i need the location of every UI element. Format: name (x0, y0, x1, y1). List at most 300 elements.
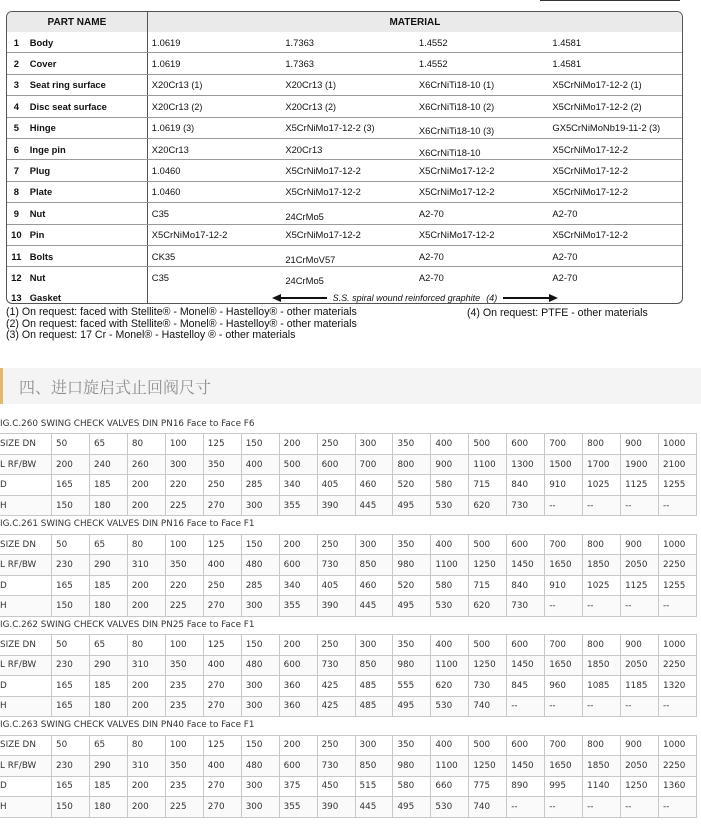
row-number: 9 (7, 203, 26, 224)
dimension-cell: 390 (317, 495, 355, 516)
dimension-cell: 1250 (621, 776, 659, 797)
material-header: MATERIAL (147, 12, 682, 32)
row-number: 1 (7, 32, 26, 53)
material-cell (415, 181, 549, 202)
part-name: Nut (26, 203, 148, 224)
material-cell (147, 181, 281, 202)
material-row (7, 245, 682, 266)
dimension-cell: 600 (507, 534, 545, 555)
dimension-row (0, 635, 697, 656)
part-name: Seat ring surface (26, 74, 148, 95)
dimension-cell: 225 (165, 797, 203, 818)
dimension-cell: 200 (127, 676, 165, 697)
dimension-cell: 405 (317, 575, 355, 596)
dimension-cell: 350 (393, 635, 431, 656)
material-value: X20Cr13 (285, 100, 323, 112)
dimension-cell: 1850 (583, 555, 621, 576)
dimension-cell: 285 (241, 575, 279, 596)
dimension-cell: 1500 (545, 454, 583, 475)
material-value: X6CrNiTi18-10 (418, 79, 481, 91)
part-name: Nut (26, 267, 148, 288)
dimension-cell: 580 (431, 475, 469, 496)
material-value: X5CrNiMo17-12-2 (151, 229, 228, 241)
material-cell (415, 138, 549, 159)
material-cell (281, 267, 415, 288)
dimension-table-title: IG.C.261 SWING CHECK VALVES DIN PN16 Face to Face F1 (0, 519, 255, 530)
dimension-cell: 230 (52, 655, 90, 676)
arrow-left-icon (272, 294, 327, 302)
dimension-cell: 980 (393, 655, 431, 676)
dimension-cell: 125 (203, 735, 241, 756)
dimension-cell: 480 (241, 555, 279, 576)
material-footnote: (1) (483, 80, 495, 91)
materials-table (6, 11, 683, 304)
dimension-cell: 290 (89, 655, 127, 676)
dimension-cell: 530 (431, 596, 469, 617)
dimension-cell: 65 (89, 635, 127, 656)
dimension-cell: 360 (279, 676, 317, 697)
dimension-cell: 1100 (431, 756, 469, 777)
dimension-cell: 200 (127, 495, 165, 516)
dimension-cell: 355 (279, 797, 317, 818)
dimension-cell: 980 (393, 555, 431, 576)
dimension-cell: 235 (165, 696, 203, 717)
dimension-cell: 100 (165, 735, 203, 756)
gasket-row (7, 288, 682, 304)
dimension-table-title: IG.C.262 SWING CHECK VALVES DIN PN25 Face to Face F1 (0, 619, 255, 630)
dimension-cell: -- (621, 495, 659, 516)
dimension-cell: 715 (469, 475, 507, 496)
dimension-cell: 150 (241, 434, 279, 455)
material-cell (281, 181, 415, 202)
dimension-cell: 660 (431, 776, 469, 797)
dimension-cell: 405 (317, 475, 355, 496)
dimension-cell: 80 (127, 735, 165, 756)
row-label: L RF/BW (0, 454, 52, 475)
dimension-cell: -- (545, 797, 583, 818)
row-label: SIZE DN (0, 434, 52, 455)
material-cell (415, 224, 549, 245)
row-label: D (0, 776, 52, 797)
dimension-cell: 240 (89, 454, 127, 475)
dimension-cell: 350 (165, 756, 203, 777)
dimension-cell: 1255 (659, 575, 697, 596)
dimension-cell: 1000 (659, 735, 697, 756)
dimension-cell: 65 (89, 534, 127, 555)
part-name: Plate (26, 181, 148, 202)
dimension-cell: 400 (203, 756, 241, 777)
row-label: SIZE DN (0, 735, 52, 756)
gasket-note: (4) (486, 292, 498, 303)
material-value: X5CrNiMo17-12-2 (285, 165, 361, 177)
row-label: L RF/BW (0, 555, 52, 576)
dimension-cell: 1650 (545, 555, 583, 576)
dimension-cell: 485 (355, 696, 393, 717)
material-row (7, 53, 682, 74)
dimension-cell: 80 (127, 635, 165, 656)
dimension-row (0, 696, 697, 717)
materials-header-row (7, 12, 682, 32)
dimension-row (0, 475, 697, 496)
dimension-cell: 530 (431, 797, 469, 818)
dimension-cell: 890 (507, 776, 545, 797)
row-label: H (0, 596, 52, 617)
row-number: 10 (7, 224, 26, 245)
dimension-cell: 1250 (469, 555, 507, 576)
dimension-cell: 1850 (583, 756, 621, 777)
dimension-cell: -- (583, 596, 621, 617)
dimension-cell: 400 (431, 434, 469, 455)
material-cell (415, 267, 549, 288)
dimension-cell: 1450 (507, 655, 545, 676)
row-label: H (0, 495, 52, 516)
material-cell (415, 53, 549, 74)
dimension-cell: 500 (469, 434, 507, 455)
dimension-cell: -- (659, 495, 697, 516)
dimension-row (0, 534, 697, 555)
dimension-cell: 340 (279, 475, 317, 496)
dimension-cell: 900 (431, 454, 469, 475)
material-cell (147, 32, 281, 53)
material-cell (147, 117, 281, 138)
gasket-text: S.S. spiral wound reinforced graphite (332, 292, 481, 303)
material-cell (147, 245, 281, 266)
dimension-cell: 730 (317, 655, 355, 676)
material-cell (281, 160, 415, 181)
dimension-cell: 1450 (507, 756, 545, 777)
dimension-cell: 2050 (621, 555, 659, 576)
dimension-cell: 485 (355, 676, 393, 697)
dimension-cell: 180 (89, 797, 127, 818)
dimension-cell: 125 (203, 534, 241, 555)
gasket-material (147, 288, 682, 304)
material-value: A2-70 (418, 207, 444, 219)
dimension-cell: 960 (545, 676, 583, 697)
material-cell (548, 245, 682, 266)
dimension-cell: 900 (621, 735, 659, 756)
dimension-cell: 495 (393, 596, 431, 617)
row-label: D (0, 575, 52, 596)
dimension-cell: 730 (317, 756, 355, 777)
dimension-cell: 620 (469, 596, 507, 617)
material-value: 1.0460 (151, 186, 181, 198)
dimension-cell: 350 (165, 655, 203, 676)
material-cell (281, 117, 415, 138)
dimension-cell: 1320 (659, 676, 697, 697)
material-row (7, 203, 682, 224)
dimension-row (0, 655, 697, 676)
dimension-cell: 1850 (583, 655, 621, 676)
dimension-cell: 310 (127, 555, 165, 576)
dimension-row (0, 756, 697, 777)
dimension-cell: 300 (355, 434, 393, 455)
material-cell (415, 117, 549, 138)
material-cell (281, 203, 415, 224)
dimension-cell: 1000 (659, 534, 697, 555)
dimension-cell: 340 (279, 575, 317, 596)
dimension-cell: 100 (165, 534, 203, 555)
dimension-cell: 270 (203, 495, 241, 516)
dimension-cell: 300 (241, 596, 279, 617)
dimension-cell: 200 (127, 575, 165, 596)
material-value: 1.4581 (552, 36, 582, 48)
material-row (7, 138, 682, 159)
part-name-header: PART NAME (7, 12, 147, 32)
dimension-cell: 910 (545, 575, 583, 596)
dimension-cell: 80 (127, 434, 165, 455)
dimension-cell: 200 (52, 454, 90, 475)
material-cell (548, 32, 682, 53)
material-value: 1.4552 (418, 58, 448, 70)
dimension-cell: 165 (52, 575, 90, 596)
dimension-cell: 600 (507, 635, 545, 656)
material-value: 21CrMoV57 (285, 253, 336, 265)
dimension-cell: 355 (279, 495, 317, 516)
dimension-cell: 200 (127, 596, 165, 617)
material-cell (281, 245, 415, 266)
dimension-cell: 1700 (583, 454, 621, 475)
dimension-cell: 450 (317, 776, 355, 797)
material-footnote: (2) (483, 101, 495, 112)
material-value: X20Cr13 (151, 143, 189, 155)
dimension-cell: -- (545, 696, 583, 717)
row-number: 7 (7, 160, 26, 181)
dimension-cell: 260 (127, 454, 165, 475)
dimension-table (0, 735, 697, 818)
dimension-cell: 2050 (621, 756, 659, 777)
dimension-cell: 980 (393, 756, 431, 777)
dimension-cell: 1085 (583, 676, 621, 697)
dimension-row (0, 735, 697, 756)
material-value: 1.0619 (151, 58, 181, 70)
dimension-cell: 1250 (469, 655, 507, 676)
dimension-cell: 530 (431, 495, 469, 516)
dimension-cell: 165 (52, 776, 90, 797)
material-value: X5CrNiMo17-12-2 (552, 100, 628, 112)
material-cell (548, 138, 682, 159)
dimension-cell: 300 (165, 454, 203, 475)
dimension-cell: 460 (355, 475, 393, 496)
dimension-cell: -- (659, 596, 697, 617)
dimension-cell: 65 (89, 735, 127, 756)
dimension-cell: 300 (241, 495, 279, 516)
dimension-cell: 185 (89, 575, 127, 596)
material-value: A2-70 (552, 207, 578, 219)
dimension-cell: 600 (279, 756, 317, 777)
part-name: Hinge (26, 117, 148, 138)
dimension-cell: 50 (52, 735, 90, 756)
dimension-cell: 300 (355, 635, 393, 656)
dimension-cell: 850 (355, 756, 393, 777)
part-name: Plug (26, 160, 148, 181)
note-2: (2) On request: faced with Stellite® - Monel® - Hastelloy® - other materials (6, 317, 357, 330)
material-footnote: (3) (483, 126, 495, 137)
material-value: X5CrNiMo17-12-2 (285, 122, 361, 134)
dimension-cell: 310 (127, 756, 165, 777)
dimension-cell: 225 (165, 495, 203, 516)
dimension-cell: 250 (317, 635, 355, 656)
dimension-cell: 270 (203, 797, 241, 818)
material-value: C35 (151, 271, 169, 283)
material-cell (548, 117, 682, 138)
dimension-cell: 165 (52, 475, 90, 496)
dimension-cell: 350 (203, 454, 241, 475)
material-value: X5CrNiMo17-12-2 (285, 186, 361, 198)
dimension-cell: 200 (279, 635, 317, 656)
dimension-cell: 1250 (469, 756, 507, 777)
dimension-cell: 520 (393, 475, 431, 496)
dimension-cell: 1450 (507, 555, 545, 576)
dimension-cell: 390 (317, 797, 355, 818)
dimension-cell: 775 (469, 776, 507, 797)
material-footnote: (2) (191, 101, 203, 112)
material-cell (147, 138, 281, 159)
dimension-cell: 520 (393, 575, 431, 596)
material-cell (548, 267, 682, 288)
dimension-cell: 220 (165, 475, 203, 496)
dimension-cell: 445 (355, 596, 393, 617)
dimension-cell: 2250 (659, 756, 697, 777)
row-label: L RF/BW (0, 756, 52, 777)
dimension-cell: 800 (393, 454, 431, 475)
material-row (7, 74, 682, 95)
material-row (7, 267, 682, 288)
material-footnote: (3) (183, 123, 195, 134)
part-name: Pin (26, 224, 148, 245)
dimension-cell: 310 (127, 655, 165, 676)
material-value: X5CrNiMo17-12-2 (285, 229, 361, 241)
material-row (7, 181, 682, 202)
material-cell (548, 96, 682, 117)
material-value: X5CrNiMo17-12-2 (552, 165, 628, 177)
dimension-cell: 845 (507, 676, 545, 697)
dimension-cell: 445 (355, 797, 393, 818)
dimension-cell: 185 (89, 475, 127, 496)
material-footnote: (1) (191, 80, 203, 91)
dimension-cell: 500 (469, 534, 507, 555)
dimension-cell: 840 (507, 475, 545, 496)
material-footnote: (2) (630, 101, 642, 112)
dimension-cell: 600 (279, 555, 317, 576)
dimension-cell: 530 (431, 696, 469, 717)
material-value: X6CrNiTi18-10 (418, 125, 481, 137)
dimension-cell: 730 (317, 555, 355, 576)
material-value: X20Cr13 (151, 79, 189, 91)
dimension-cell: 400 (203, 555, 241, 576)
dimension-cell: 250 (203, 475, 241, 496)
part-name: Inge pin (26, 138, 148, 159)
dimension-cell: 250 (317, 434, 355, 455)
note-4: (4) On request: PTFE - other materials (467, 307, 648, 319)
dimension-cell: 250 (203, 575, 241, 596)
dimension-cell: 495 (393, 495, 431, 516)
dimension-cell: 1140 (583, 776, 621, 797)
dimension-cell: 180 (89, 495, 127, 516)
dimension-cell: 300 (355, 735, 393, 756)
material-value: C35 (151, 207, 169, 219)
dimension-cell: 1255 (659, 475, 697, 496)
part-name: Body (26, 32, 148, 53)
dimension-cell: 480 (241, 655, 279, 676)
row-number: 13 (11, 292, 22, 304)
material-notes (6, 307, 357, 342)
material-value: 1.7363 (285, 58, 315, 70)
material-cell (548, 74, 682, 95)
material-value: A2-70 (418, 271, 444, 283)
material-cell (415, 32, 549, 53)
dimension-cell: 220 (165, 575, 203, 596)
dimension-cell: 1360 (659, 776, 697, 797)
row-number: 8 (7, 181, 26, 202)
material-cell (548, 224, 682, 245)
dimension-cell: 225 (165, 596, 203, 617)
dimension-cell: 730 (507, 495, 545, 516)
material-value: X20Cr13 (151, 100, 189, 112)
dimension-cell: 290 (89, 555, 127, 576)
dimension-cell: -- (545, 495, 583, 516)
material-cell (147, 96, 281, 117)
dimension-row (0, 434, 697, 455)
row-number: 11 (7, 245, 26, 266)
material-row (7, 96, 682, 117)
dimension-cell: 700 (545, 635, 583, 656)
dimension-cell: 600 (279, 655, 317, 676)
dimension-cell: 200 (127, 776, 165, 797)
dimension-cell: 900 (621, 534, 659, 555)
dimension-cell: 800 (583, 434, 621, 455)
dimension-cell: 390 (317, 596, 355, 617)
material-cell (147, 224, 281, 245)
dimension-cell: 700 (355, 454, 393, 475)
dimension-cell: 2050 (621, 655, 659, 676)
dimension-cell: 150 (241, 635, 279, 656)
material-footnote: (3) (649, 123, 661, 134)
dimension-cell: 700 (545, 534, 583, 555)
dimension-cell: 2250 (659, 555, 697, 576)
dimension-table-title: IG.C.260 SWING CHECK VALVES DIN PN16 Face to Face F6 (0, 419, 255, 429)
dimension-cell: 350 (393, 735, 431, 756)
dimension-cell: 800 (583, 735, 621, 756)
dimension-row (0, 555, 697, 576)
dimension-cell: -- (507, 797, 545, 818)
dimension-cell: 150 (52, 495, 90, 516)
dimension-cell: 480 (241, 756, 279, 777)
material-row (7, 160, 682, 181)
dimension-table (0, 433, 697, 516)
row-label: D (0, 475, 52, 496)
dimension-cell: 230 (52, 555, 90, 576)
dimension-cell: 80 (127, 534, 165, 555)
row-label: SIZE DN (0, 534, 52, 555)
dimension-cell: 400 (431, 635, 469, 656)
material-footnote: (1) (324, 80, 336, 91)
dimension-cell: 250 (317, 534, 355, 555)
dimension-cell: 200 (127, 475, 165, 496)
section-header (0, 368, 701, 404)
dimension-cell: 1125 (621, 475, 659, 496)
dimension-cell: 400 (203, 655, 241, 676)
dimension-cell: 200 (279, 534, 317, 555)
row-label: H (0, 797, 52, 818)
dimension-cell: 165 (52, 676, 90, 697)
dimension-cell: 375 (279, 776, 317, 797)
dimension-cell: 270 (203, 776, 241, 797)
dimension-cell: -- (583, 696, 621, 717)
dimension-cell: 235 (165, 776, 203, 797)
note-1: (1) On request: faced with Stellite® - Monel® - Hastelloy® - other materials (6, 306, 357, 318)
dimension-cell: -- (621, 797, 659, 818)
material-value: 1.4552 (418, 36, 448, 48)
